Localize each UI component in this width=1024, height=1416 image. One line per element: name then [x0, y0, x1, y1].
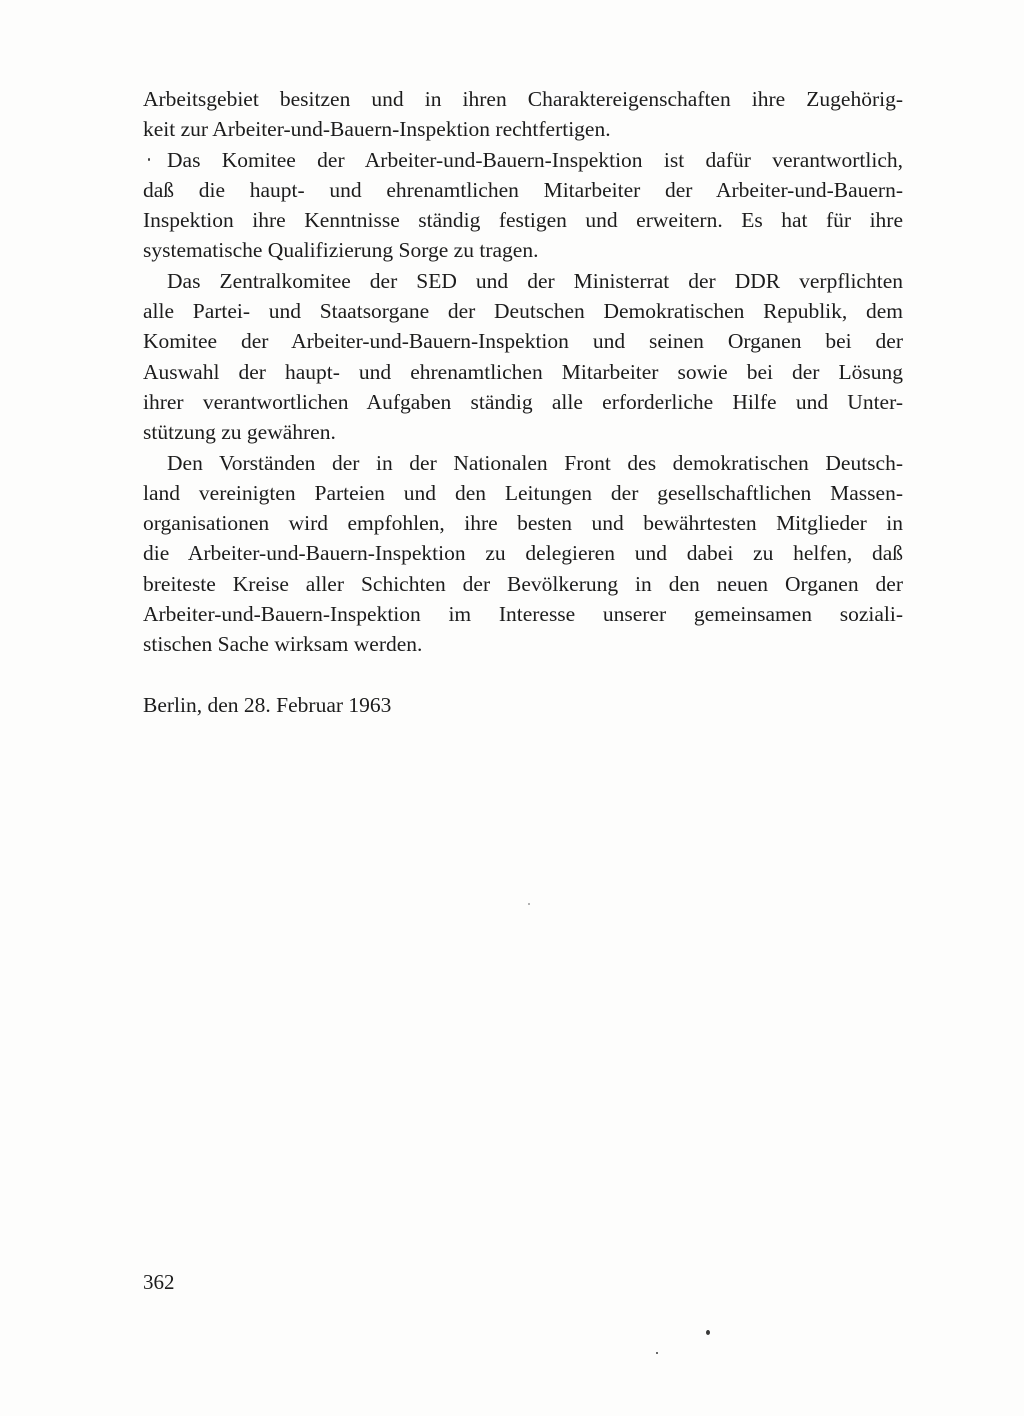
scan-speck — [656, 1352, 658, 1354]
text-line: alle Partei- und Staatsorgane der Deutschen Demokratischen Republik, dem — [143, 299, 903, 324]
text-line: stützung zu gewähren. — [143, 420, 336, 445]
scan-speck — [148, 158, 150, 161]
text-line: ihrer verantwortlichen Aufgaben ständig alle erforderliche Hilfe und Unter- — [143, 389, 903, 414]
text-line: keit zur Arbeiter-und-Bauern-Inspektion rechtfertigen. — [143, 117, 611, 142]
scan-speck — [706, 1330, 710, 1335]
text-line: Das Komitee der Arbeiter-und-Bauern-Inspektion ist dafür verantwortlich, — [167, 147, 903, 172]
text-line: die Arbeiter-und-Bauern-Inspektion zu delegieren und dabei zu helfen, daß — [143, 541, 903, 566]
text-line: Das Zentralkomitee der SED und der Ministerrat der DDR verpflichten — [167, 268, 903, 293]
date-line: Berlin, den 28. Februar 1963 — [143, 693, 392, 717]
text-line: Komitee der Arbeiter-und-Bauern-Inspektion und seinen Organen bei der — [143, 329, 903, 354]
text-line: Arbeitsgebiet besitzen und in ihren Charaktereigenschaften ihre Zugehörig- — [143, 87, 903, 111]
page-number: 362 — [143, 1270, 175, 1294]
text-line: Den Vorständen der in der Nationalen Front des demokratischen Deutsch- — [167, 450, 903, 475]
paragraph-3 — [143, 266, 903, 448]
text-line: stischen Sache wirksam werden. — [143, 632, 423, 657]
scan-speck — [528, 903, 530, 905]
body-text — [143, 84, 903, 660]
text-line: systematische Qualifizierung Sorge zu tragen. — [143, 238, 539, 263]
paragraph-1 — [143, 84, 903, 145]
text-line: breiteste Kreise aller Schichten der Bevölkerung in den neuen Organen der — [143, 571, 903, 596]
text-line: daß die haupt- und ehrenamtlichen Mitarbeiter der Arbeiter-und-Bauern- — [143, 177, 903, 202]
paragraph-4 — [143, 448, 903, 660]
text-line: Inspektion ihre Kenntnisse ständig festigen und erweitern. Es hat für ihre — [143, 208, 903, 233]
text-line: land vereinigten Parteien und den Leitungen der gesellschaftlichen Massen- — [143, 480, 903, 505]
text-line: Auswahl der haupt- und ehrenamtlichen Mitarbeiter sowie bei der Lösung — [143, 359, 903, 384]
text-line: Arbeiter-und-Bauern-Inspektion im Interesse unserer gemeinsamen soziali- — [143, 602, 903, 627]
text-line: organisationen wird empfohlen, ihre besten und bewährtesten Mitglieder in — [143, 511, 903, 536]
paragraph-2 — [143, 145, 903, 266]
